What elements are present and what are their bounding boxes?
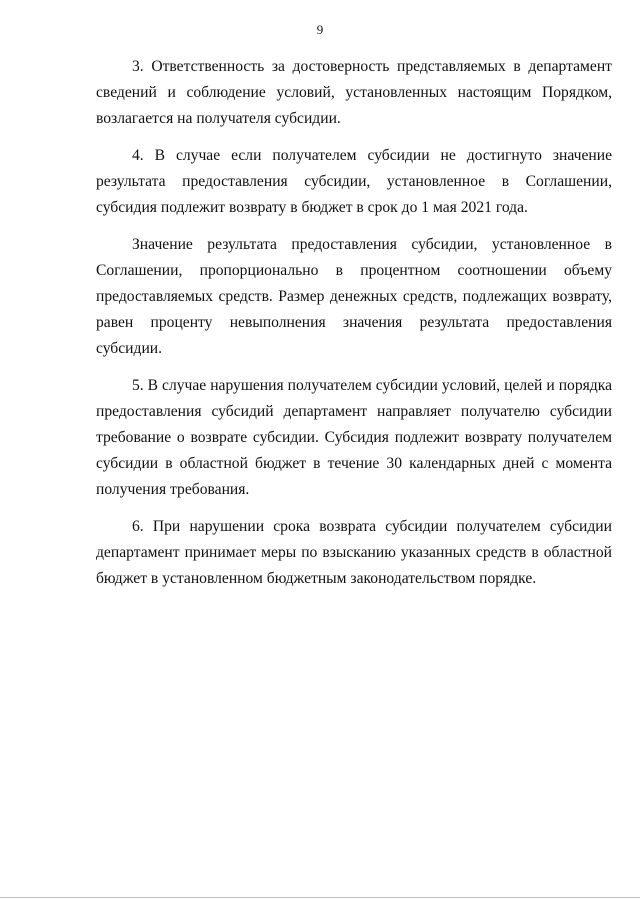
page-number: 9: [316, 22, 324, 37]
paragraph-item-5: 5. В случае нарушения получателем субсидии условий, целей и порядка предоставления субсидий департамент направляет получателю субсидии требование о возврате субсидии. Субсидия подлежит возврату получателем субсидии в областной бюджет в течение 30 календарных дней с момента получения требования.: [96, 377, 612, 498]
paragraph-item-3: 3. Ответственность за достоверность представляемых в департамент сведений и соблюдение условий, установленных настоящим Порядком, возлагается на получателя субсидии.: [96, 58, 612, 127]
paragraph-item-6: 6. При нарушении срока возврата субсидии получателем субсидии департамент принимает меры по взысканию указанных средств в областной бюджет в установленном бюджетным законодательством порядке.: [96, 518, 612, 587]
document-body: [96, 54, 612, 603]
paragraph-item-4: 4. В случае если получателем субсидии не достигнуто значение результата предоставления субсидии, установленное в Соглашении, субсидия подлежит возврату в бюджет в срок до 1 мая 2021 года.: [96, 147, 612, 216]
page-bottom-edge: [0, 897, 640, 898]
paragraph-result-value: Значение результата предоставления субсидии, установленное в Соглашении, пропорционально в процентном соотношении объему предоставляемых средств. Размер денежных средств, подлежащих возврату, равен проценту невыполнения значения результата предоставления субсидии.: [96, 236, 612, 357]
